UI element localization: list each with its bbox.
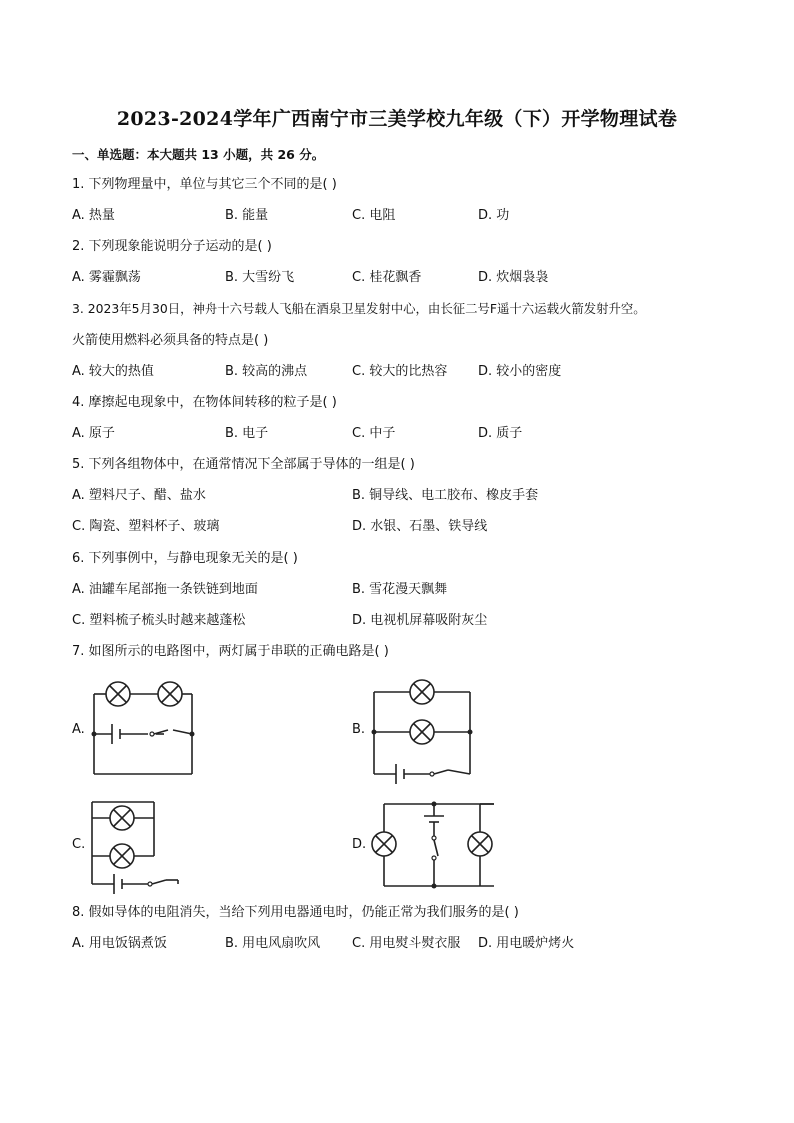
question-4-option-c: C. 中子 [352,426,396,441]
question-2-option-d: D. 炊烟袅袅 [478,270,549,285]
question-8-option-d: D. 用电暖炉烤火 [478,936,575,951]
question-7-stem: 7. 如图所示的电路图中，两灯属于串联的正确电路是( ) [72,644,389,659]
circuit-d-lamp-2-icon [468,832,492,856]
question-4-stem: 4. 摩擦起电现象中，在物体间转移的粒子是( ) [72,395,337,410]
question-5-option-c: C. 陶瓷、塑料杯子、玻璃 [72,519,220,534]
circuit-diagram-d [368,800,498,890]
circuit-a-lamp-1-icon [106,682,130,706]
circuit-b-node-right [468,730,473,735]
question-1-option-d: D. 功 [478,208,510,223]
question-3-option-a: A. 较大的热值 [72,364,154,379]
circuit-b-node-left [372,730,377,735]
question-1-option-a: A. 热量 [72,208,115,223]
question-3-option-c: C. 较大的比热容 [352,364,448,379]
question-5-option-b: B. 铜导线、电工胶布、橡皮手套 [352,488,539,503]
question-7-option-b-label: B. [352,722,366,737]
question-5-stem: 5. 下列各组物体中，在通常情况下全部属于导体的一组是( ) [72,457,415,472]
circuit-a-lamp-2-icon [158,682,182,706]
circuit-d-node-bottom [432,884,437,889]
question-6-stem: 6. 下列事例中，与静电现象无关的是( ) [72,551,298,566]
circuit-c-battery-icon [114,874,122,894]
question-2-option-b: B. 大雪纷飞 [225,270,295,285]
circuit-a-node-left [92,732,97,737]
circuit-diagram-a [84,674,204,780]
question-1-stem: 1. 下列物理量中，单位与其它三个不同的是( ) [72,177,337,192]
circuit-a-wires [94,694,192,774]
question-4-option-d: D. 质子 [478,426,523,441]
circuit-b-battery-icon [396,764,404,784]
question-7-option-a-label: A. [72,722,85,737]
circuit-b-switch-icon [430,770,448,776]
circuit-d-node-top [432,802,437,807]
circuit-d-battery-icon [424,816,444,822]
question-1-option-b: B. 能量 [225,208,269,223]
question-3-option-b: B. 较高的沸点 [225,364,308,379]
question-2-stem: 2. 下列现象能说明分子运动的是( ) [72,239,272,254]
question-8-option-c: C. 用电熨斗熨衣服 [352,936,461,951]
circuit-d-switch-icon [432,836,438,860]
circuit-c-wires [92,802,178,884]
section-header: 一、单选题：本大题共 13 小题，共 26 分。 [72,147,325,162]
question-2-option-a: A. 雾霾飘荡 [72,270,141,285]
circuit-diagram-b [364,674,474,784]
circuit-a-switch-icon [150,730,168,736]
circuit-a-battery-icon [112,724,120,744]
question-6-option-c: C. 塑料梳子梳头时越来越蓬松 [72,613,246,628]
circuit-c-switch-icon [148,880,166,886]
circuit-diagram-c [84,796,194,896]
question-8-option-b: B. 用电风扇吹风 [225,936,321,951]
circuit-c-lamp-2-icon [110,844,134,868]
circuit-c-lamp-1-icon [110,806,134,830]
question-7-option-c-label: C. [72,837,86,852]
question-3-option-d: D. 较小的密度 [478,364,562,379]
circuit-b-lamp-2-icon [410,720,434,744]
question-7-option-d-label: D. [352,837,367,852]
circuit-a-node-right [190,732,195,737]
question-6-option-a: A. 油罐车尾部拖一条铁链到地面 [72,582,258,597]
question-2-option-c: C. 桂花飘香 [352,270,422,285]
circuit-b-lamp-1-icon [410,680,434,704]
question-6-option-b: B. 雪花漫天飘舞 [352,582,448,597]
question-4-option-a: A. 原子 [72,426,115,441]
question-8-option-a: A. 用电饭锅煮饭 [72,936,167,951]
question-5-option-d: D. 水银、石墨、铁导线 [352,519,488,534]
question-1-option-c: C. 电阻 [352,208,396,223]
question-5-option-a: A. 塑料尺子、醋、盐水 [72,488,206,503]
question-3-stem-continued: 火箭使用燃料必须具备的特点是( ) [72,333,269,348]
question-8-stem: 8. 假如导体的电阻消失，当给下列用电器通电时，仍能正常为我们服务的是( ) [72,905,519,920]
page-title: 2023-2024学年广西南宁市三美学校九年级（下）开学物理试卷 [116,108,678,130]
question-4-option-b: B. 电子 [225,426,269,441]
circuit-d-lamp-1-icon [372,832,396,856]
question-3-stem: 3. 2023年5月30日，神舟十六号载人飞船在酒泉卫星发射中心，由长征二号F遥十六运载火箭发射升空。 [72,301,646,316]
question-6-option-d: D. 电视机屏幕吸附灰尘 [352,613,488,628]
